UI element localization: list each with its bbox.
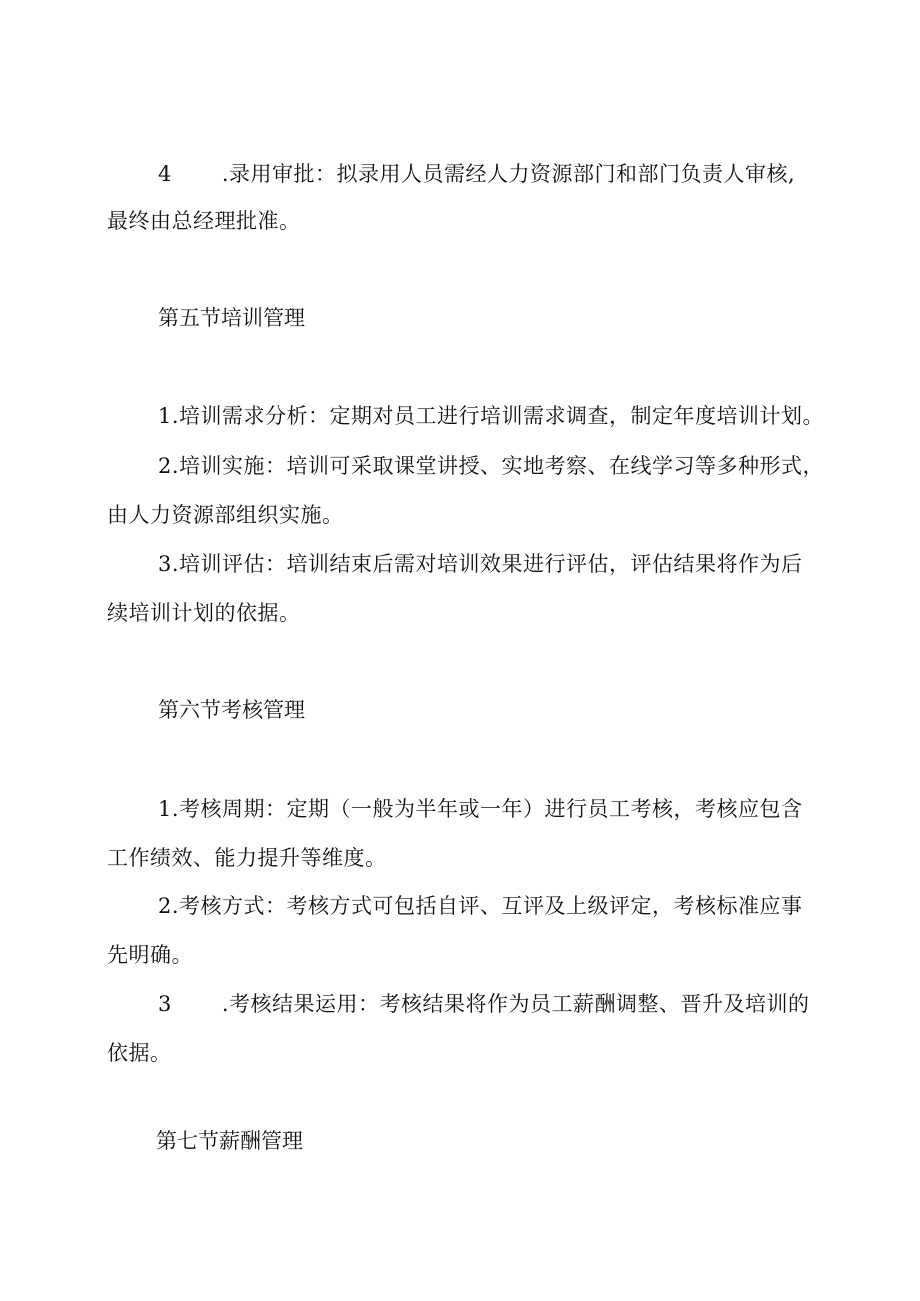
- item-number: 1: [158, 404, 172, 428]
- item-text: .培训实施：培训可采取课堂讲授、实地考察、在线学习等多种形式，: [171, 454, 825, 478]
- s6-item-2-line-1: [158, 891, 803, 921]
- s5-item-3-line-1: [158, 549, 803, 579]
- s5-item-1-line-1: [158, 401, 824, 431]
- item-number: 2: [158, 894, 172, 918]
- s6-item-1-line-1: [158, 794, 803, 824]
- item-number: 3: [158, 552, 172, 576]
- section-heading: 第五节培训管理: [158, 306, 305, 330]
- item-text: .考核周期：定期（一般为半年或一年）进行员工考核，考核应包含: [171, 797, 803, 821]
- item-text: .录用审批：拟录用人员需经人力资源部门和部门负责人审核,: [221, 162, 796, 186]
- item-text: .培训需求分析：定期对员工进行培训需求调查，制定年度培训计划。: [171, 404, 825, 428]
- item-4-line-1: [158, 159, 795, 189]
- item-text: .培训评估：培训结束后需对培训效果进行评估，评估结果将作为后: [171, 552, 803, 576]
- item-number: 2: [158, 454, 172, 478]
- item-text: .考核方式：考核方式可包括自评、互评及上级评定，考核标准应事: [171, 894, 803, 918]
- s6-item-2-line-2: 先明确。: [107, 943, 193, 967]
- section-heading: 第六节考核管理: [158, 698, 305, 722]
- s6-item-3-line-1: [158, 989, 810, 1019]
- section-heading: 第七节薪酬管理: [156, 1129, 303, 1153]
- item-text: .考核结果运用：考核结果将作为员工薪酬调整、晋升及培训的: [221, 992, 810, 1016]
- s5-item-2-line-1: [158, 451, 824, 481]
- item-number: 1: [158, 797, 172, 821]
- item-number: 4: [158, 162, 172, 186]
- s5-item-3-line-2: 续培训计划的依据。: [107, 601, 301, 625]
- s6-item-3-line-2: 依据。: [107, 1041, 172, 1065]
- item-number: 3: [158, 992, 172, 1016]
- s6-item-1-line-2: 工作绩效、能力提升等维度。: [107, 846, 387, 870]
- s5-item-2-line-2: 由人力资源部组织实施。: [107, 503, 344, 527]
- item-4-line-2: 最终由总经理批准。: [107, 209, 301, 233]
